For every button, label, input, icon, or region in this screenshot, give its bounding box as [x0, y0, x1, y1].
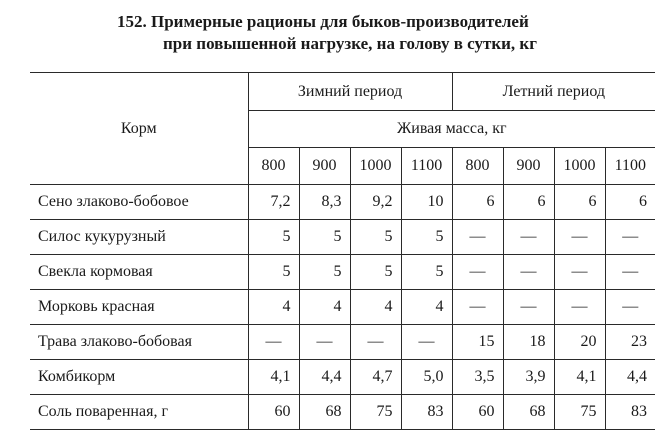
value-cell: —: [605, 255, 655, 290]
feed-name-cell: Соль поваренная, г: [30, 395, 248, 430]
value-cell: 23: [605, 325, 655, 360]
value-cell: —: [401, 325, 452, 360]
value-cell: 4: [299, 290, 350, 325]
value-cell: 60: [248, 395, 299, 430]
value-cell: 4,4: [299, 360, 350, 395]
winter-period-header: Зимний период: [248, 73, 452, 111]
value-cell: —: [605, 290, 655, 325]
value-cell: 5: [299, 255, 350, 290]
title-line-2: при повышенной нагрузке, на голову в сутки, кг: [163, 34, 537, 53]
value-cell: —: [452, 290, 503, 325]
value-cell: —: [299, 325, 350, 360]
value-cell: 75: [554, 395, 605, 430]
value-cell: 7,2: [248, 185, 299, 220]
feed-name-cell: Морковь красная: [30, 290, 248, 325]
weight-header-cell: 1100: [401, 148, 452, 185]
value-cell: 83: [605, 395, 655, 430]
table-row: [30, 395, 655, 430]
value-cell: 5: [401, 220, 452, 255]
value-cell: 10: [401, 185, 452, 220]
feed-name-cell: Силос кукурузный: [30, 220, 248, 255]
value-cell: 5,0: [401, 360, 452, 395]
value-cell: 4,7: [350, 360, 401, 395]
value-cell: —: [248, 325, 299, 360]
value-cell: 60: [452, 395, 503, 430]
value-cell: 4,1: [248, 360, 299, 395]
feed-column-header: Корм: [30, 73, 248, 185]
value-cell: 4: [350, 290, 401, 325]
value-cell: 6: [605, 185, 655, 220]
value-cell: 3,9: [503, 360, 554, 395]
value-cell: 6: [503, 185, 554, 220]
value-cell: 15: [452, 325, 503, 360]
value-cell: 75: [350, 395, 401, 430]
value-cell: 4: [401, 290, 452, 325]
weight-header-cell: 900: [503, 148, 554, 185]
value-cell: 83: [401, 395, 452, 430]
value-cell: 5: [401, 255, 452, 290]
weight-header-cell: 800: [452, 148, 503, 185]
value-cell: 5: [299, 220, 350, 255]
value-cell: 5: [350, 255, 401, 290]
live-weight-header: Живая масса, кг: [248, 111, 655, 148]
value-cell: 9,2: [350, 185, 401, 220]
value-cell: 6: [452, 185, 503, 220]
value-cell: 20: [554, 325, 605, 360]
table-row: [30, 360, 655, 395]
value-cell: —: [503, 255, 554, 290]
value-cell: 18: [503, 325, 554, 360]
value-cell: —: [503, 290, 554, 325]
weight-header-cell: 800: [248, 148, 299, 185]
weight-header-cell: 1000: [350, 148, 401, 185]
value-cell: —: [554, 290, 605, 325]
value-cell: —: [605, 220, 655, 255]
feed-name-cell: Комбикорм: [30, 360, 248, 395]
value-cell: 5: [350, 220, 401, 255]
value-cell: 68: [299, 395, 350, 430]
table-row: [30, 325, 655, 360]
value-cell: 4,4: [605, 360, 655, 395]
value-cell: 5: [248, 255, 299, 290]
table-body: [30, 185, 655, 430]
title-line-1: 152. Примерные рационы для быков-производителей: [117, 12, 529, 31]
summer-period-header: Летний период: [452, 73, 655, 111]
table-row: [30, 220, 655, 255]
value-cell: —: [554, 255, 605, 290]
weight-header-cell: 1100: [605, 148, 655, 185]
value-cell: —: [452, 255, 503, 290]
value-cell: 8,3: [299, 185, 350, 220]
value-cell: —: [503, 220, 554, 255]
value-cell: 4,1: [554, 360, 605, 395]
feed-name-cell: Свекла кормовая: [30, 255, 248, 290]
value-cell: 4: [248, 290, 299, 325]
value-cell: —: [452, 220, 503, 255]
value-cell: 68: [503, 395, 554, 430]
feed-name-cell: Трава злаково-бобовая: [30, 325, 248, 360]
table-row: [30, 290, 655, 325]
value-cell: —: [350, 325, 401, 360]
weight-header-cell: 1000: [554, 148, 605, 185]
table-row: [30, 255, 655, 290]
weight-header-cell: 900: [299, 148, 350, 185]
value-cell: 3,5: [452, 360, 503, 395]
value-cell: 5: [248, 220, 299, 255]
table-row: [30, 185, 655, 220]
feed-name-cell: Сено злаково-бобовое: [30, 185, 248, 220]
value-cell: —: [554, 220, 605, 255]
value-cell: 6: [554, 185, 605, 220]
rations-table: [30, 72, 655, 430]
